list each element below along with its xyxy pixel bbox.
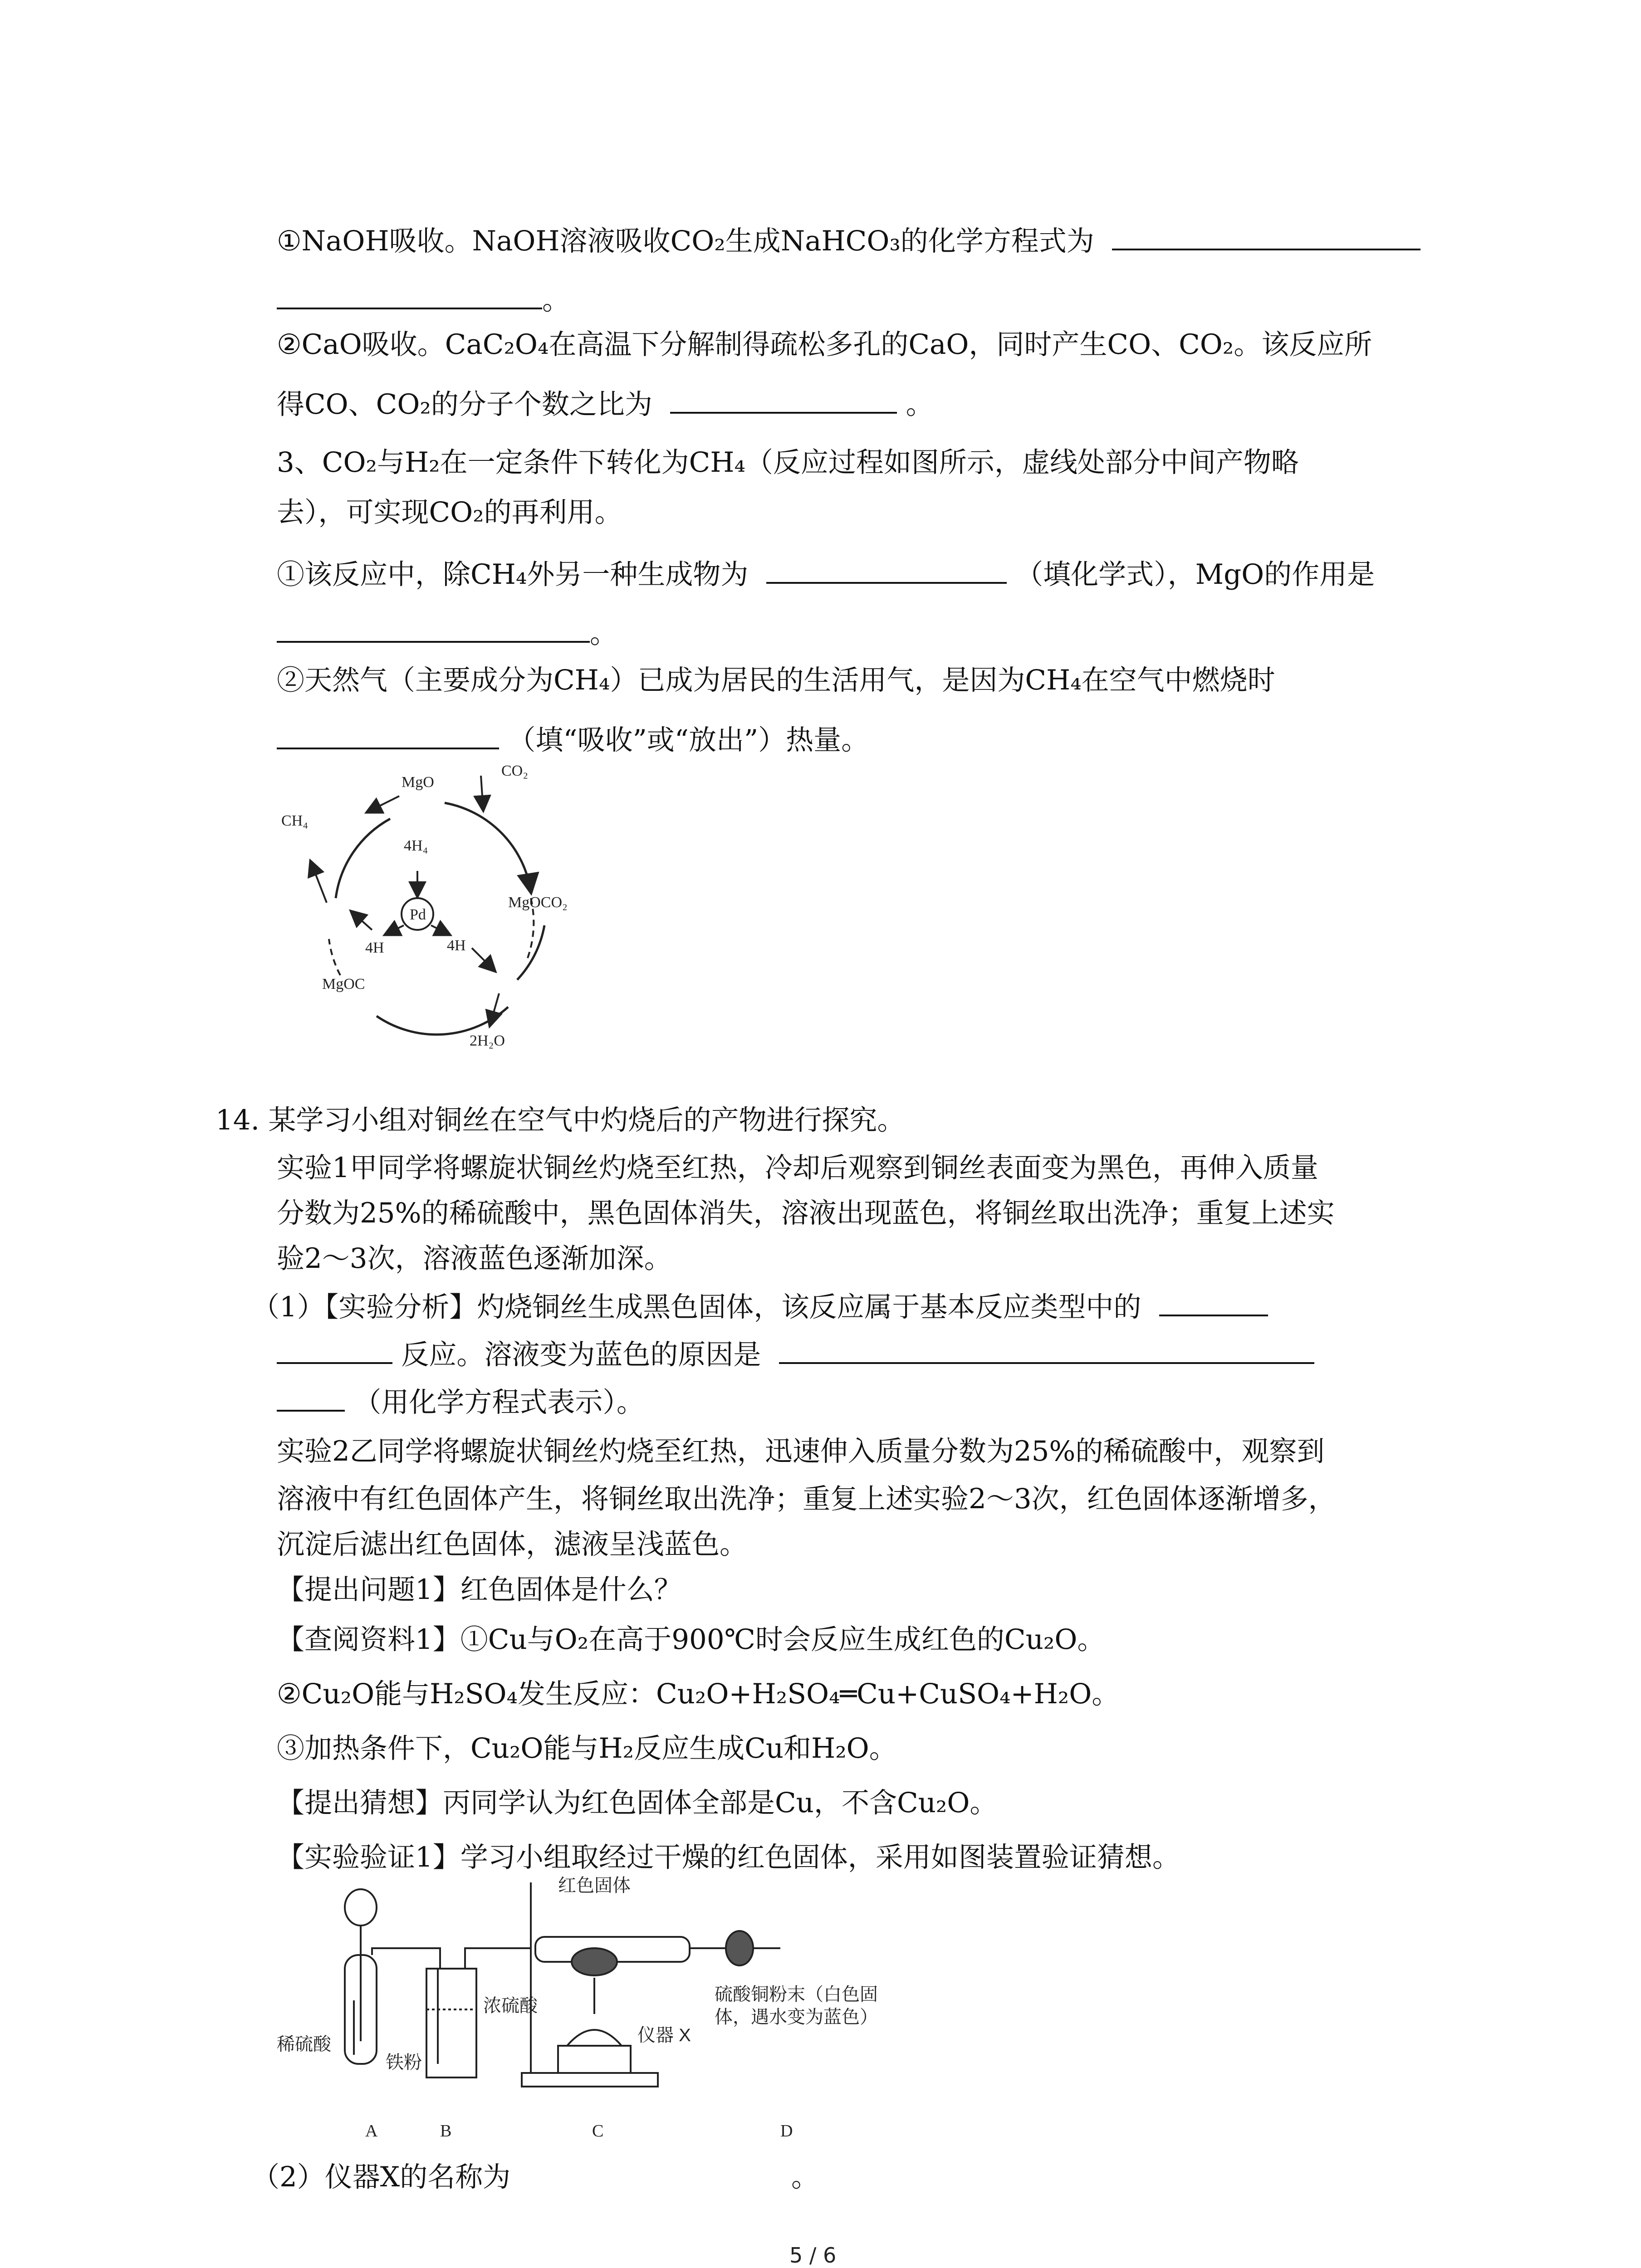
q13-line-9: ②天然气（主要成分为CH₄）已成为居民的生活用气，是因为CH₄在空气中燃烧时 bbox=[277, 664, 1275, 696]
cycle-arc bbox=[336, 819, 390, 898]
label-iron-powder: 铁粉 bbox=[386, 2053, 422, 2072]
iron-stand-base bbox=[522, 2073, 658, 2087]
q14-line-10: 沉淀后滤出红色固体，滤液呈浅蓝色。 bbox=[277, 1528, 748, 1560]
label-conc-acid: 浓硫酸 bbox=[483, 1996, 538, 2016]
q13-line-1: ①NaOH吸收。NaOH溶液吸收CO₂生成NaHCO₃的化学方程式为 bbox=[277, 222, 1421, 259]
answer-blank[interactable] bbox=[766, 556, 1007, 584]
label-cuso4-2: 体，遇水变为蓝色） bbox=[715, 2007, 878, 2027]
label-a: A bbox=[365, 2121, 378, 2141]
reaction-cycle-diagram bbox=[254, 748, 662, 1057]
q13-line-8: 。 bbox=[277, 615, 617, 652]
label-mgoc: MgOC bbox=[322, 976, 365, 992]
q14-line-14: ③加热条件下，Cu₂O能与H₂反应生成Cu和H₂O。 bbox=[277, 1732, 897, 1765]
q14-line-8: 实验2乙同学将螺旋状铜丝灼烧至红热，迅速伸入质量分数为25%的稀硫酸中，观察到 bbox=[277, 1435, 1325, 1467]
label-mgo: MgO bbox=[402, 774, 434, 791]
instrument-x bbox=[567, 2030, 622, 2046]
label-red-solid: 红色固体 bbox=[558, 1876, 631, 1896]
label-b: B bbox=[440, 2121, 452, 2141]
q14-line-16: 【实验验证1】学习小组取经过干燥的红色固体，采用如图装置验证猜想。 bbox=[277, 1841, 1180, 1873]
q14-line-11: 【提出问题1】红色固体是什么？ bbox=[277, 1574, 682, 1606]
q14-line-6: 反应。溶液变为蓝色的原因是 bbox=[277, 1336, 1314, 1373]
gas-bottle-b bbox=[426, 1969, 476, 2077]
label-cuso4-1: 硫酸铜粉末（白色固 bbox=[715, 1984, 878, 2004]
label-dilute-acid: 稀硫酸 bbox=[277, 2034, 331, 2054]
label-co2: CO₂ bbox=[501, 763, 529, 779]
q13-line-3: ②CaO吸收。CaC₂O₄在高温下分解制得疏松多孔的CaO，同时产生CO、CO₂。该反应所 bbox=[277, 328, 1372, 361]
page-number: 5 / 6 bbox=[789, 2243, 837, 2268]
q14-line-1: 14. 某学习小组对铜丝在空气中灼烧后的产物进行探究。 bbox=[216, 1104, 905, 1136]
answer-blank[interactable] bbox=[670, 386, 897, 414]
q14-line-15: 【提出猜想】丙同学认为红色固体全部是Cu，不含Cu₂O。 bbox=[277, 1787, 998, 1819]
q13-line-10: （填“吸收”或“放出”）热量。 bbox=[277, 721, 869, 758]
q13-line-6: 去），可实现CO₂的再利用。 bbox=[277, 496, 622, 528]
label-pd: Pd bbox=[410, 906, 426, 923]
red-solid bbox=[572, 1948, 617, 1975]
answer-blank[interactable] bbox=[277, 1336, 392, 1364]
label-d: D bbox=[780, 2121, 793, 2141]
q14-line-3: 分数为25%的稀硫酸中，黑色固体消失，溶液出现蓝色，将铜丝取出洗净；重复上述实 bbox=[277, 1197, 1335, 1229]
apparatus-diagram bbox=[277, 1864, 916, 2150]
q14-line-9: 溶液中有红色固体产生，将铜丝取出洗净；重复上述实验2～3次，红色固体逐渐增多， bbox=[277, 1483, 1336, 1515]
cycle-dashed-arc bbox=[329, 939, 340, 975]
q14-line-7: （用化学方程式表示）。 bbox=[277, 1383, 644, 1421]
label-instrument-x: 仪器 X bbox=[637, 2025, 691, 2045]
answer-blank[interactable] bbox=[779, 1336, 1314, 1364]
answer-blank[interactable] bbox=[277, 721, 499, 749]
label-ch4: CH₄ bbox=[281, 812, 309, 829]
answer-blank[interactable] bbox=[277, 615, 590, 643]
q13-line-4: 得CO、CO₂的分子个数之比为 。 bbox=[277, 386, 934, 423]
q14-line-12: 【查阅资料1】①Cu与O₂在高于900℃时会反应生成红色的Cu₂O。 bbox=[277, 1623, 1105, 1656]
answer-blank[interactable] bbox=[1112, 222, 1421, 250]
q14-line-4: 验2～3次，溶液蓝色逐渐加深。 bbox=[277, 1242, 672, 1275]
label-4h4: 4H₄ bbox=[404, 837, 428, 854]
answer-blank[interactable] bbox=[1159, 1288, 1268, 1316]
q13-line-7: ①该反应中，除CH₄外另一种生成物为 （填化学式），MgO的作用是 bbox=[277, 556, 1375, 593]
cuso4-tube bbox=[726, 1931, 753, 1965]
q14-line-13: ②Cu₂O能与H₂SO₄发生反应：Cu₂O+H₂SO₄═Cu+CuSO₄+H₂O。 bbox=[277, 1678, 1120, 1710]
cycle-arc bbox=[445, 803, 531, 891]
q14-line-5: （1）【实验分析】灼烧铜丝生成黑色固体，该反应属于基本反应类型中的 bbox=[252, 1288, 1268, 1325]
q13-line-5: 3、CO₂与H₂在一定条件下转化为CH₄（反应过程如图所示，虚线处部分中间产物略 bbox=[277, 446, 1299, 479]
label-4h-left: 4H bbox=[365, 939, 384, 956]
label-2h2o: 2H₂O bbox=[470, 1032, 505, 1049]
label-mgoco2: MgOCO₂ bbox=[508, 894, 568, 911]
thistle-funnel bbox=[345, 1889, 377, 1926]
cycle-arc bbox=[377, 1007, 508, 1035]
label-c: C bbox=[592, 2121, 604, 2141]
label-4h-right: 4H bbox=[447, 937, 466, 954]
cycle-arc bbox=[517, 925, 544, 980]
answer-blank[interactable] bbox=[277, 1383, 345, 1412]
q14-line-2: 实验1甲同学将螺旋状铜丝灼烧至红热，冷却后观察到铜丝表面变为黑色，再伸入质量 bbox=[277, 1152, 1318, 1184]
q13-line-2: 。 bbox=[277, 281, 570, 318]
answer-blank[interactable] bbox=[277, 281, 542, 309]
q14-line-17: （2）仪器X的名称为 。 bbox=[252, 2161, 819, 2193]
